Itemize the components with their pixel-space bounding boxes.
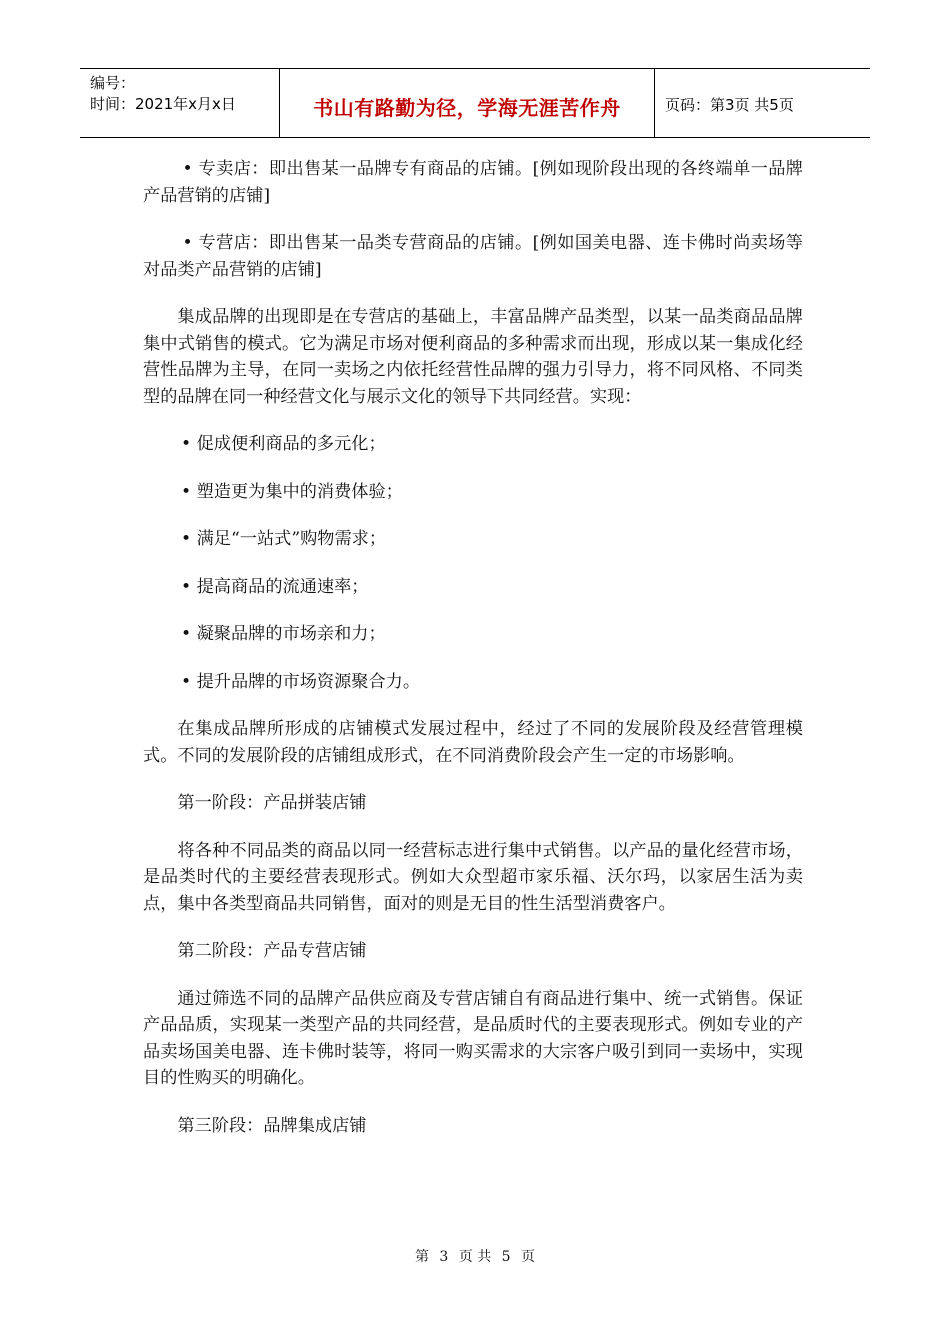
footer-suffix: 页	[521, 1249, 536, 1265]
page-header	[80, 68, 870, 138]
paragraph-stage-2: 通过筛选不同的品牌产品供应商及专营店铺自有商品进行集中、统一式销售。保证产品品质，实现某一类型产品的共同经营，是品质时代的主要表现形式。例如专业的产品卖场国美电器、连卡佛时装等，将同一购买需求的大宗客户吸引到同一卖场中，实现目的性购买的明确化。	[143, 988, 803, 1088]
bullet-item: • 塑造更为集中的消费体验；	[181, 481, 403, 502]
bullet-item: • 提高商品的流通速率；	[181, 576, 369, 597]
stage-heading-3: 第三阶段：品牌集成店铺	[177, 1115, 367, 1136]
header-page-info: 页码：第3页 共5页	[665, 95, 794, 114]
footer-mid: 页 共	[458, 1249, 492, 1265]
paragraph-category-store: • 专营店：即出售某一品类专营商品的店铺。[例如国美电器、连卡佛时尚卖场等对品类产品营销的店铺]	[143, 233, 803, 280]
stage-heading-2: 第二阶段：产品专营店铺	[177, 941, 367, 961]
stage-heading-1: 第一阶段：产品拼装店铺	[177, 793, 367, 813]
paragraph-integrated-brand: 集成品牌的出现即是在专营店的基础上，丰富品牌产品类型，以某一品类商品品牌集中式销售的模式。它为满足市场对便利商品的多种需求而出现，形成以某一集成化经营性品牌为主导，在同一卖场之内依托经营性品牌的强力引导力，将不同风格、不同类型的品牌在同一种经营文化与展示文化的领导下共同经营。实现：	[143, 307, 803, 407]
bullet-item: • 提升品牌的市场资源聚合力。	[181, 671, 421, 692]
serial-label: 编号：	[90, 74, 136, 92]
bullet-item: • 促成便利商品的多元化；	[181, 434, 386, 454]
bullet-item: • 凝聚品牌的市场亲和力；	[181, 624, 386, 644]
paragraph-stage-1: 将各种不同品类的商品以同一经营标志进行集中式销售。以产品的量化经营市场，是品类时代的主要经营表现形式。例如大众型超市家乐福、沃尔玛，以家居生活为卖点，集中各类型商品共同销售，面对的则是无目的性生活型消费客户。	[143, 840, 803, 914]
bullet-item: • 满足“一站式”购物需求；	[181, 529, 387, 549]
footer-prefix: 第	[414, 1249, 429, 1265]
header-motto: 书山有路勤为径，学海无涯苦作舟	[313, 95, 621, 120]
paragraph-development: 在集成品牌所形成的店铺模式发展过程中，经过了不同的发展阶段及经营管理模式。不同的发展阶段的店铺组成形式，在不同消费阶段会产生一定的市场影响。	[143, 719, 803, 766]
footer-total-pages: 5	[501, 1249, 511, 1265]
paragraph-specialty-store: • 专卖店：即出售某一品牌专有商品的店铺。[例如现阶段出现的各终端单一品牌产品营销的店铺]	[143, 159, 803, 206]
page-footer	[0, 1246, 950, 1266]
document-body	[143, 156, 803, 1160]
footer-page-number: 3	[439, 1249, 449, 1265]
time-label: 时间：2021年x月x日	[90, 95, 236, 113]
header-meta	[80, 69, 280, 137]
header-motto-cell	[280, 69, 655, 137]
